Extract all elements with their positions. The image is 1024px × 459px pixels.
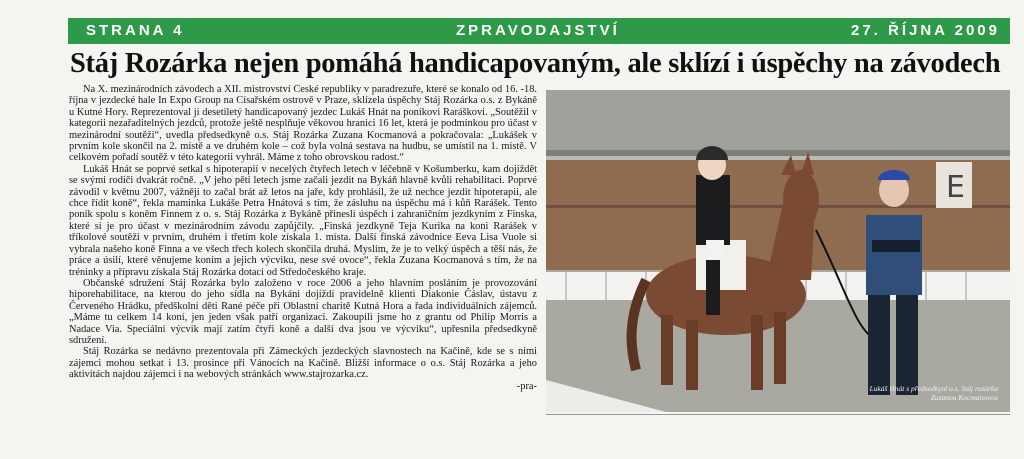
photo-caption-line: Lukáš Hnát s předsedkyní o.s. Stáj rozárka [869,384,998,393]
article-paragraph: Lukáš Hnát se poprvé setkal s hipoterapií v necelých čtyřech letech v léčebně v Košumberku, kam dojíždět se svými rodiči dvakrát ročně. „V jeho pěti letech jsme začali jezdit na Bykáň hlavně kvůli rehabilitaci. Poprvé závodil v květnu 2007, vážněji to začal brát až letos na jaře, kdy prohlásil, že už nechce jezdit hipoterapii, ale chce řídit koně“, řekla maminka Lukáše Petra Hnátová s tím, že zásluhu na úspěchu má i kůň Rarášek. Tento poník spolu s koněm Finnem z o. s. Stáj Rozárka z Bykáně přinesli úspěch i zahraničním jezdkyním z Finska, které si je pro účast v mezinárodním závodu zapůjčily. „Finská jezdkyně Teja Kurika na koni Rarášek v tříkolové soutěži v prvním, druhém i třetím kole získala 1. místa. Další finská závodnice Eeva Lisa Vuole si vybrala našeho koně Finna a ve všech třech kolech skončila druhá. Myslím, že je to velký úspěch a těší nás, že práce a úsilí, které věnujeme koním a jejich výcviku, nese své ovoce“, řekla Zuzana Kocmanová s tím, že na tréninky a přípravu získala Stáj Rozárka dotaci od Středočeského kraje. [69,163,537,278]
article-paragraph: Na X. mezinárodních závodech a XII. mistrovství České republiky v paradrezuře, které se konalo od 16. -18. října v jezdecké hale In Expo Group na Císařském ostrově v Praze, sklízela úspěchy Stáj Rozárka o.s. z Bykáně u Kutné Hory. Reprezentoval ji desetiletý handicapovaný jezdec Lukáš Hnát na poníkovi Raráškovi. „Soutěžil v kategorii nezařaditelných jezdců, protože ještě nesplňuje věkovou hranici 16 let, která je podmínkou pro účast v mezinárodní soutěži“, uvedla předsedkyně o.s. Stáj Rozárka Zuzana Kocmanová a pokračovala: „Lukášek v prvním kole skončil na 2. místě a ve druhém kole – což byla volná sestava na hudbu, se umístil na 1. místě. V celkovém pořadí soutěž v této kategorii vyhrál. Máme z toho obrovskou radost.“ [69,84,537,164]
section-label: STRANA 4 [86,22,185,39]
photo-divider [546,414,1010,415]
photo-caption-line: Zuzanou Kocmanovou [930,393,998,402]
article-photo [546,90,1010,412]
article-signature: -pra- [516,380,537,392]
issue-date: 27. ŘÍJNA 2009 [850,22,1000,39]
svg-text:E: E [946,170,965,205]
photo-illustration [546,90,1010,412]
article-paragraph: Stáj Rozárka se nedávno prezentovala při Zámeckých jezdeckých slavnostech na Kačině, kde se s nimi zájemci mohou setkat i 13. prosince při Vánocích na Kačině. Bližší informace o o.s. Stáj Rozárka a jeho aktivitách najdou zájemci i na webových stránkách www.stajrozarka.cz. [69,346,537,381]
article-body [69,84,537,456]
article-paragraph: Občanské sdružení Stáj Rozárka bylo založeno v roce 2006 a jeho hlavním posláním je provozování hiporehabilitace, na kterou do jeho sídla na Bykáni dojíždí pravidelně klienti Diakonie Čáslav, ústavu z Červeného Hrádku, předškolní děti Rané péče při Oblastní charitě Kutná Hora a řada individuálních zájemců. „Máme tu celkem 14 koní, jen jeden však patří organizaci. Zakoupili jsme ho z grantu od Philip Morris a Nadace Via. Speciální výcvik mají zatím čtyři koně a další dva jsou ve výcviku“, upřesnila předsedkyně sdružení. [69,277,537,346]
page-header-bar [68,18,1010,44]
article-headline: Stáj Rozárka nejen pomáhá handicapovaným, ale sklízí i úspěchy na závodech [70,48,1001,79]
photo-caption [828,384,998,402]
category-label: ZPRAVODAJSTVÍ [456,22,620,39]
